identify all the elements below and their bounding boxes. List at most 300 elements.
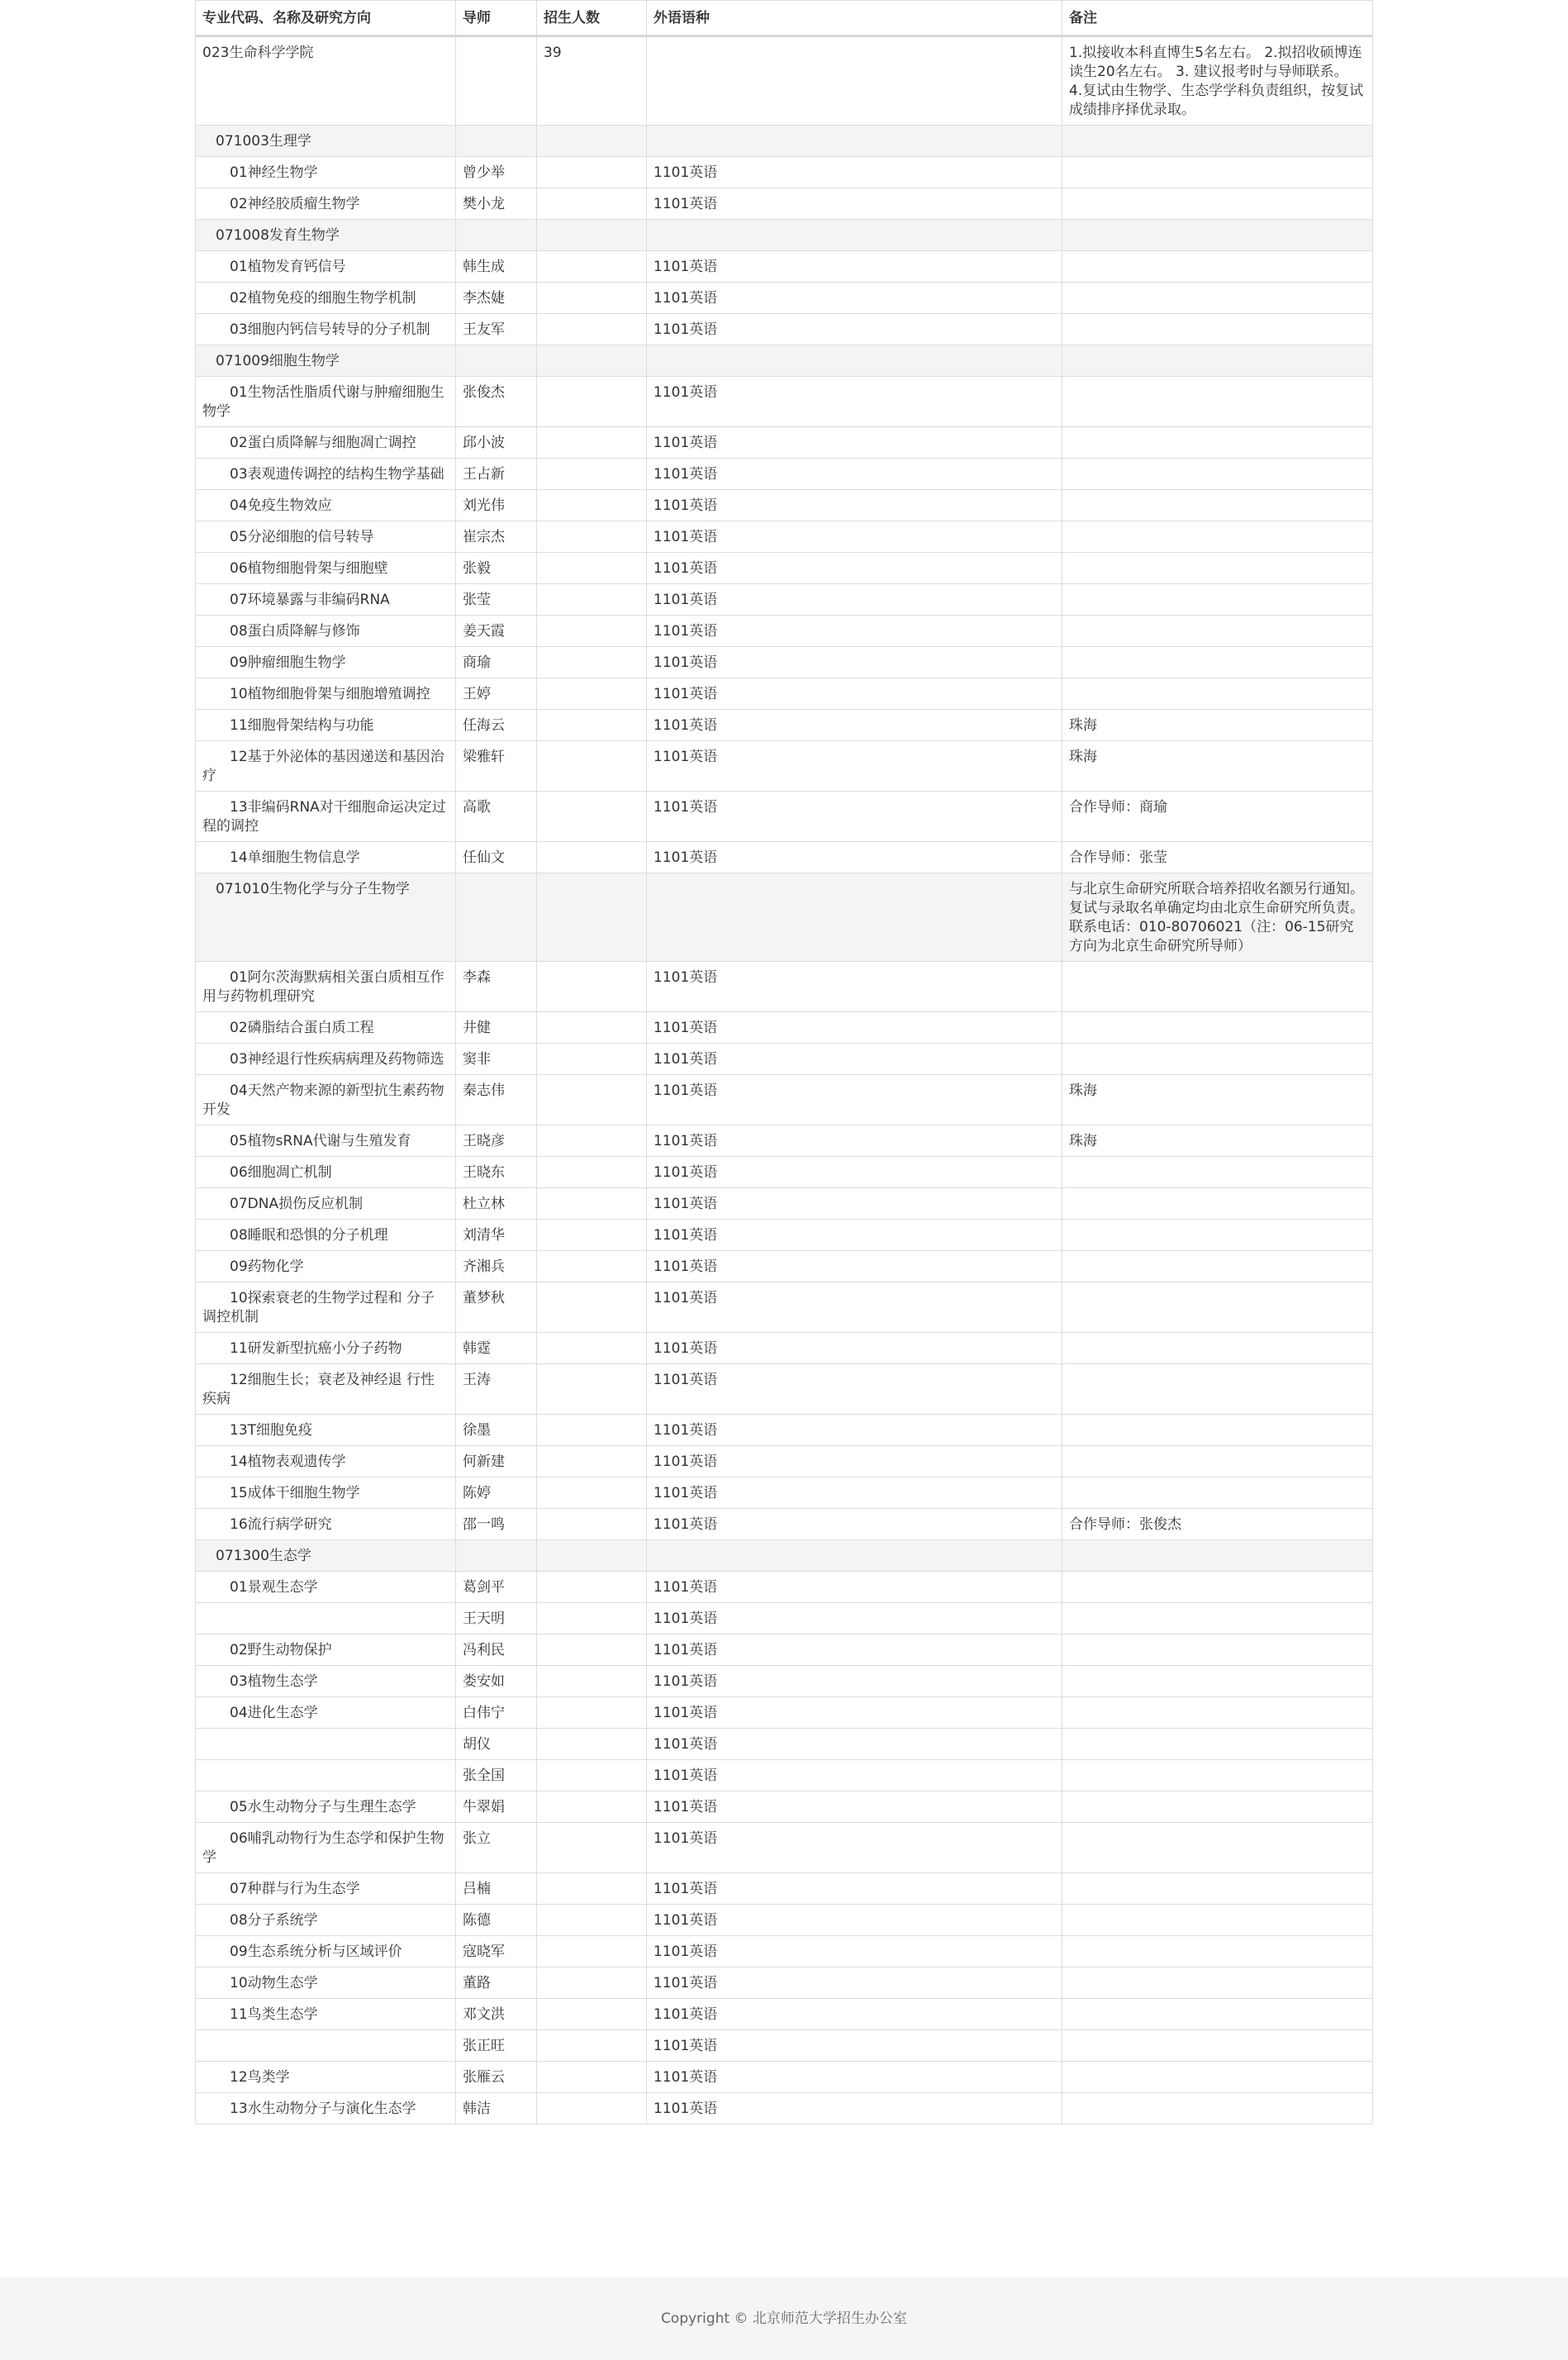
cell-count (537, 1905, 647, 1936)
cell-language: 1101英语 (647, 1791, 1062, 1823)
table-row (196, 1220, 1373, 1251)
cell-count (537, 1729, 647, 1760)
cell-tutor: 徐墨 (456, 1415, 537, 1446)
cell-count (537, 741, 647, 792)
table-row (196, 2030, 1373, 2062)
table-row (196, 584, 1373, 616)
cell-count (537, 1157, 647, 1188)
cell-note (1062, 283, 1373, 314)
major-row (196, 126, 1373, 157)
cell-language: 1101英语 (647, 1666, 1062, 1697)
cell-count (537, 1282, 647, 1333)
cell-tutor: 娄安如 (456, 1666, 537, 1697)
table-row (196, 1791, 1373, 1823)
cell-note (1062, 1044, 1373, 1075)
cell-note: 珠海 (1062, 1075, 1373, 1125)
cell-tutor: 任仙文 (456, 842, 537, 873)
cell-note (1062, 962, 1373, 1012)
cell-note (1062, 1415, 1373, 1446)
cell-language: 1101英语 (647, 1012, 1062, 1044)
cell-tutor: 商瑜 (456, 647, 537, 678)
cell-language: 1101英语 (647, 188, 1062, 220)
cell-tutor: 陈婷 (456, 1477, 537, 1509)
cell-tutor: 窦非 (456, 1044, 537, 1075)
cell-direction: 05植物sRNA代谢与生殖发育 (196, 1125, 456, 1157)
cell-count (537, 2030, 647, 2062)
cell-note (1062, 1540, 1373, 1572)
cell-language: 1101英语 (647, 2030, 1062, 2062)
cell-count (537, 521, 647, 553)
cell-count (537, 1509, 647, 1540)
cell-direction: 02蛋白质降解与细胞凋亡调控 (196, 427, 456, 459)
table-row (196, 962, 1373, 1012)
cell-tutor: 齐湘兵 (456, 1251, 537, 1282)
table-row (196, 1075, 1373, 1125)
cell-count (537, 345, 647, 377)
cell-direction: 03表观遗传调控的结构生物学基础 (196, 459, 456, 490)
cell-direction (196, 1729, 456, 1760)
cell-tutor: 王友军 (456, 314, 537, 345)
cell-direction: 11研发新型抗癌小分子药物 (196, 1333, 456, 1364)
cell-count (537, 647, 647, 678)
cell-count (537, 283, 647, 314)
cell-count (537, 1333, 647, 1364)
table-row (196, 427, 1373, 459)
major-row (196, 220, 1373, 251)
cell-direction: 16流行病学研究 (196, 1509, 456, 1540)
cell-tutor: 崔宗杰 (456, 521, 537, 553)
cell-note (1062, 678, 1373, 710)
cell-language: 1101英语 (647, 490, 1062, 521)
cell-direction: 023生命科学学院 (196, 36, 456, 126)
cell-count (537, 1446, 647, 1477)
table-row (196, 1251, 1373, 1282)
cell-language: 1101英语 (647, 1220, 1062, 1251)
cell-note (1062, 377, 1373, 427)
cell-count (537, 1251, 647, 1282)
table-row (196, 553, 1373, 584)
cell-count (537, 842, 647, 873)
cell-language: 1101英语 (647, 584, 1062, 616)
cell-tutor: 牛翠娟 (456, 1791, 537, 1823)
cell-note: 1.拟接收本科直博生5名左右。 2.拟招收硕博连读生20名左右。 3. 建议报考时与导师联系。 4.复试由生物学、生态学学科负责组织，按复试成绩排序择优录取。 (1062, 36, 1373, 126)
cell-language: 1101英语 (647, 962, 1062, 1012)
cell-count (537, 710, 647, 741)
cell-count (537, 1936, 647, 1967)
cell-direction: 08蛋白质降解与修饰 (196, 616, 456, 647)
cell-direction: 01神经生物学 (196, 157, 456, 188)
cell-note (1062, 345, 1373, 377)
table-row (196, 314, 1373, 345)
cell-count (537, 553, 647, 584)
cell-note (1062, 1572, 1373, 1603)
cell-tutor: 王婷 (456, 678, 537, 710)
cell-language: 1101英语 (647, 427, 1062, 459)
table-row (196, 647, 1373, 678)
cell-note (1062, 1251, 1373, 1282)
cell-count (537, 1634, 647, 1666)
cell-tutor: 韩生成 (456, 251, 537, 283)
cell-note: 合作导师：张俊杰 (1062, 1509, 1373, 1540)
table-row (196, 188, 1373, 220)
table-row (196, 1188, 1373, 1220)
table-row (196, 1572, 1373, 1603)
cell-language: 1101英语 (647, 283, 1062, 314)
cell-count (537, 490, 647, 521)
cell-direction: 071003生理学 (196, 126, 456, 157)
major-row (196, 345, 1373, 377)
cell-direction: 03细胞内钙信号转导的分子机制 (196, 314, 456, 345)
cell-tutor: 任海云 (456, 710, 537, 741)
cell-note (1062, 314, 1373, 345)
cell-tutor: 张俊杰 (456, 377, 537, 427)
cell-direction: 03神经退行性疾病病理及药物筛选 (196, 1044, 456, 1075)
cell-note (1062, 157, 1373, 188)
cell-tutor: 李杰婕 (456, 283, 537, 314)
cell-tutor: 王天明 (456, 1603, 537, 1634)
cell-direction: 07环境暴露与非编码RNA (196, 584, 456, 616)
cell-note (1062, 1446, 1373, 1477)
cell-language: 1101英语 (647, 1282, 1062, 1333)
cell-count (537, 459, 647, 490)
cell-note (1062, 2093, 1373, 2124)
cell-note (1062, 1333, 1373, 1364)
cell-count (537, 1999, 647, 2030)
table-row (196, 1012, 1373, 1044)
cell-direction: 14植物表观遗传学 (196, 1446, 456, 1477)
cell-direction: 09药物化学 (196, 1251, 456, 1282)
cell-language: 1101英语 (647, 1364, 1062, 1415)
header-tutor: 导师 (456, 1, 537, 36)
cell-count (537, 314, 647, 345)
cell-tutor: 董梦秋 (456, 1282, 537, 1333)
cell-tutor: 吕楠 (456, 1873, 537, 1905)
cell-direction: 06哺乳动物行为生态学和保护生物学 (196, 1823, 456, 1873)
cell-direction: 11细胞骨架结构与功能 (196, 710, 456, 741)
cell-tutor: 王晓东 (456, 1157, 537, 1188)
cell-tutor: 何新建 (456, 1446, 537, 1477)
cell-language: 1101英语 (647, 842, 1062, 873)
cell-tutor: 韩洁 (456, 2093, 537, 2124)
cell-tutor (456, 873, 537, 962)
cell-direction: 04天然产物来源的新型抗生素药物开发 (196, 1075, 456, 1125)
cell-language: 1101英语 (647, 792, 1062, 842)
cell-tutor: 张正旺 (456, 2030, 537, 2062)
cell-language: 1101英语 (647, 1509, 1062, 1540)
cell-note: 珠海 (1062, 741, 1373, 792)
cell-note (1062, 1760, 1373, 1791)
cell-direction: 01阿尔茨海默病相关蛋白质相互作用与药物机理研究 (196, 962, 456, 1012)
cell-note (1062, 2062, 1373, 2093)
cell-tutor: 寇晓军 (456, 1936, 537, 1967)
cell-direction: 071009细胞生物学 (196, 345, 456, 377)
table-row (196, 1634, 1373, 1666)
cell-note (1062, 647, 1373, 678)
cell-direction: 02神经胶质瘤生物学 (196, 188, 456, 220)
cell-count (537, 427, 647, 459)
cell-direction: 01植物发育钙信号 (196, 251, 456, 283)
cell-count (537, 584, 647, 616)
cell-language: 1101英语 (647, 2093, 1062, 2124)
cell-count (537, 1477, 647, 1509)
cell-note (1062, 1282, 1373, 1333)
cell-count (537, 2093, 647, 2124)
cell-direction: 071010生物化学与分子生物学 (196, 873, 456, 962)
cell-note (1062, 553, 1373, 584)
cell-note (1062, 1666, 1373, 1697)
cell-count (537, 962, 647, 1012)
cell-count: 39 (537, 36, 647, 126)
cell-direction: 14单细胞生物信息学 (196, 842, 456, 873)
cell-language: 1101英语 (647, 1125, 1062, 1157)
cell-direction: 04进化生态学 (196, 1697, 456, 1729)
cell-language: 1101英语 (647, 1823, 1062, 1873)
cell-language: 1101英语 (647, 1446, 1062, 1477)
cell-language: 1101英语 (647, 1251, 1062, 1282)
cell-tutor: 姜天霞 (456, 616, 537, 647)
cell-tutor: 高歌 (456, 792, 537, 842)
cell-tutor (456, 36, 537, 126)
cell-note: 合作导师：商瑜 (1062, 792, 1373, 842)
cell-direction: 02野生动物保护 (196, 1634, 456, 1666)
cell-tutor: 董路 (456, 1967, 537, 1999)
cell-direction: 05分泌细胞的信号转导 (196, 521, 456, 553)
cell-count (537, 1075, 647, 1125)
cell-count (537, 126, 647, 157)
cell-language: 1101英语 (647, 1697, 1062, 1729)
cell-note: 珠海 (1062, 710, 1373, 741)
cell-direction: 10植物细胞骨架与细胞增殖调控 (196, 678, 456, 710)
cell-tutor: 邵一鸣 (456, 1509, 537, 1540)
table-row (196, 1044, 1373, 1075)
table-row (196, 459, 1373, 490)
cell-language: 1101英语 (647, 553, 1062, 584)
cell-tutor: 梁雅轩 (456, 741, 537, 792)
table-row (196, 792, 1373, 842)
cell-tutor: 刘光伟 (456, 490, 537, 521)
cell-direction: 13水生动物分子与演化生态学 (196, 2093, 456, 2124)
cell-direction (196, 1603, 456, 1634)
cell-tutor: 李森 (456, 962, 537, 1012)
cell-note (1062, 1364, 1373, 1415)
cell-count (537, 1220, 647, 1251)
cell-language: 1101英语 (647, 678, 1062, 710)
table-row (196, 1415, 1373, 1446)
cell-language (647, 873, 1062, 962)
cell-direction: 05水生动物分子与生理生态学 (196, 1791, 456, 1823)
cell-direction: 12鸟类学 (196, 2062, 456, 2093)
header-language: 外语语种 (647, 1, 1062, 36)
cell-count (537, 220, 647, 251)
cell-tutor: 张立 (456, 1823, 537, 1873)
cell-language: 1101英语 (647, 710, 1062, 741)
table-row (196, 741, 1373, 792)
table-row (196, 1282, 1373, 1333)
cell-direction: 13非编码RNA对干细胞命运决定过程的调控 (196, 792, 456, 842)
table-row (196, 1364, 1373, 1415)
table-row (196, 1477, 1373, 1509)
cell-language: 1101英语 (647, 616, 1062, 647)
cell-direction: 03植物生态学 (196, 1666, 456, 1697)
cell-count (537, 1791, 647, 1823)
cell-count (537, 1415, 647, 1446)
cell-direction: 15成体干细胞生物学 (196, 1477, 456, 1509)
cell-language: 1101英语 (647, 251, 1062, 283)
table-row (196, 1823, 1373, 1873)
cell-note: 合作导师：张莹 (1062, 842, 1373, 873)
cell-language: 1101英语 (647, 1873, 1062, 1905)
cell-language: 1101英语 (647, 1477, 1062, 1509)
cell-direction: 08分子系统学 (196, 1905, 456, 1936)
cell-count (537, 616, 647, 647)
cell-language: 1101英语 (647, 1999, 1062, 2030)
table-row (196, 1873, 1373, 1905)
cell-language: 1101英语 (647, 1936, 1062, 1967)
cell-direction: 10动物生态学 (196, 1967, 456, 1999)
table-row (196, 1666, 1373, 1697)
cell-direction: 12基于外泌体的基因递送和基因治疗 (196, 741, 456, 792)
cell-language (647, 1540, 1062, 1572)
table-row (196, 2093, 1373, 2124)
cell-note (1062, 220, 1373, 251)
cell-note (1062, 251, 1373, 283)
cell-language: 1101英语 (647, 1044, 1062, 1075)
cell-direction (196, 1760, 456, 1791)
cell-language (647, 126, 1062, 157)
cell-note: 与北京生命研究所联合培养招收名额另行通知。复试与录取名单确定均由北京生命研究所负责。联系电话：010-80706021（注：06-15研究方向为北京生命研究所导师） (1062, 873, 1373, 962)
table-row (196, 1760, 1373, 1791)
table-row (196, 377, 1373, 427)
cell-direction: 07种群与行为生态学 (196, 1873, 456, 1905)
cell-tutor (456, 345, 537, 377)
cell-note (1062, 490, 1373, 521)
cell-direction: 071008发育生物学 (196, 220, 456, 251)
cell-direction (196, 2030, 456, 2062)
cell-count (537, 1760, 647, 1791)
cell-tutor: 王涛 (456, 1364, 537, 1415)
cell-count (537, 1012, 647, 1044)
cell-note (1062, 1873, 1373, 1905)
cell-note (1062, 1936, 1373, 1967)
table-body (196, 36, 1373, 2124)
header-major: 专业代码、名称及研究方向 (196, 1, 456, 36)
cell-note (1062, 1967, 1373, 1999)
cell-language: 1101英语 (647, 459, 1062, 490)
table-row (196, 1967, 1373, 1999)
cell-count (537, 1697, 647, 1729)
cell-count (537, 2062, 647, 2093)
table-row (196, 710, 1373, 741)
table-row (196, 1333, 1373, 1364)
header-note: 备注 (1062, 1, 1373, 36)
table-row (196, 1729, 1373, 1760)
cell-note: 珠海 (1062, 1125, 1373, 1157)
cell-tutor (456, 1540, 537, 1572)
table-row (196, 1936, 1373, 1967)
cell-language (647, 36, 1062, 126)
cell-language: 1101英语 (647, 741, 1062, 792)
cell-language (647, 345, 1062, 377)
cell-language: 1101英语 (647, 1188, 1062, 1220)
cell-direction: 10探索衰老的生物学过程和 分子调控机制 (196, 1282, 456, 1333)
cell-note (1062, 1697, 1373, 1729)
cell-tutor: 邱小波 (456, 427, 537, 459)
table-row (196, 251, 1373, 283)
cell-count (537, 157, 647, 188)
cell-direction: 02植物免疫的细胞生物学机制 (196, 283, 456, 314)
cell-direction: 01生物活性脂质代谢与肿瘤细胞生物学 (196, 377, 456, 427)
cell-count (537, 1125, 647, 1157)
cell-tutor: 邓文洪 (456, 1999, 537, 2030)
cell-note (1062, 1477, 1373, 1509)
table-row (196, 283, 1373, 314)
major-row (196, 1540, 1373, 1572)
cell-note (1062, 1188, 1373, 1220)
cell-note (1062, 1729, 1373, 1760)
cell-tutor: 张毅 (456, 553, 537, 584)
cell-tutor: 井健 (456, 1012, 537, 1044)
major-row (196, 873, 1373, 962)
table-row (196, 1999, 1373, 2030)
cell-count (537, 1188, 647, 1220)
cell-language: 1101英语 (647, 1905, 1062, 1936)
cell-note (1062, 126, 1373, 157)
cell-count (537, 873, 647, 962)
cell-tutor: 韩霆 (456, 1333, 537, 1364)
cell-tutor: 张全国 (456, 1760, 537, 1791)
cell-language: 1101英语 (647, 1967, 1062, 1999)
cell-tutor: 刘清华 (456, 1220, 537, 1251)
cell-language: 1101英语 (647, 1729, 1062, 1760)
cell-tutor: 杜立林 (456, 1188, 537, 1220)
cell-tutor: 张莹 (456, 584, 537, 616)
cell-note (1062, 1220, 1373, 1251)
cell-tutor: 葛剑平 (456, 1572, 537, 1603)
cell-count (537, 1572, 647, 1603)
catalog-container (195, 0, 1372, 2124)
table-row (196, 616, 1373, 647)
cell-direction: 071300生态学 (196, 1540, 456, 1572)
table-row (196, 678, 1373, 710)
cell-note (1062, 616, 1373, 647)
cell-language (647, 220, 1062, 251)
cell-tutor: 张雁云 (456, 2062, 537, 2093)
cell-tutor: 曾少举 (456, 157, 537, 188)
table-row (196, 1905, 1373, 1936)
cell-direction: 07DNA损伤反应机制 (196, 1188, 456, 1220)
cell-language: 1101英语 (647, 647, 1062, 678)
cell-count (537, 1603, 647, 1634)
cell-direction: 06植物细胞骨架与细胞壁 (196, 553, 456, 584)
table-row (196, 157, 1373, 188)
cell-language: 1101英语 (647, 1572, 1062, 1603)
table-row (196, 490, 1373, 521)
cell-tutor: 王晓彦 (456, 1125, 537, 1157)
table-row (196, 842, 1373, 873)
table-row (196, 1603, 1373, 1634)
cell-direction: 02磷脂结合蛋白质工程 (196, 1012, 456, 1044)
header-count: 招生人数 (537, 1, 647, 36)
cell-count (537, 1666, 647, 1697)
cell-count (537, 1044, 647, 1075)
table-row (196, 2062, 1373, 2093)
cell-count (537, 1540, 647, 1572)
cell-direction: 04免疫生物效应 (196, 490, 456, 521)
cell-note (1062, 1603, 1373, 1634)
cell-note (1062, 1157, 1373, 1188)
cell-language: 1101英语 (647, 1760, 1062, 1791)
cell-language: 1101英语 (647, 1075, 1062, 1125)
